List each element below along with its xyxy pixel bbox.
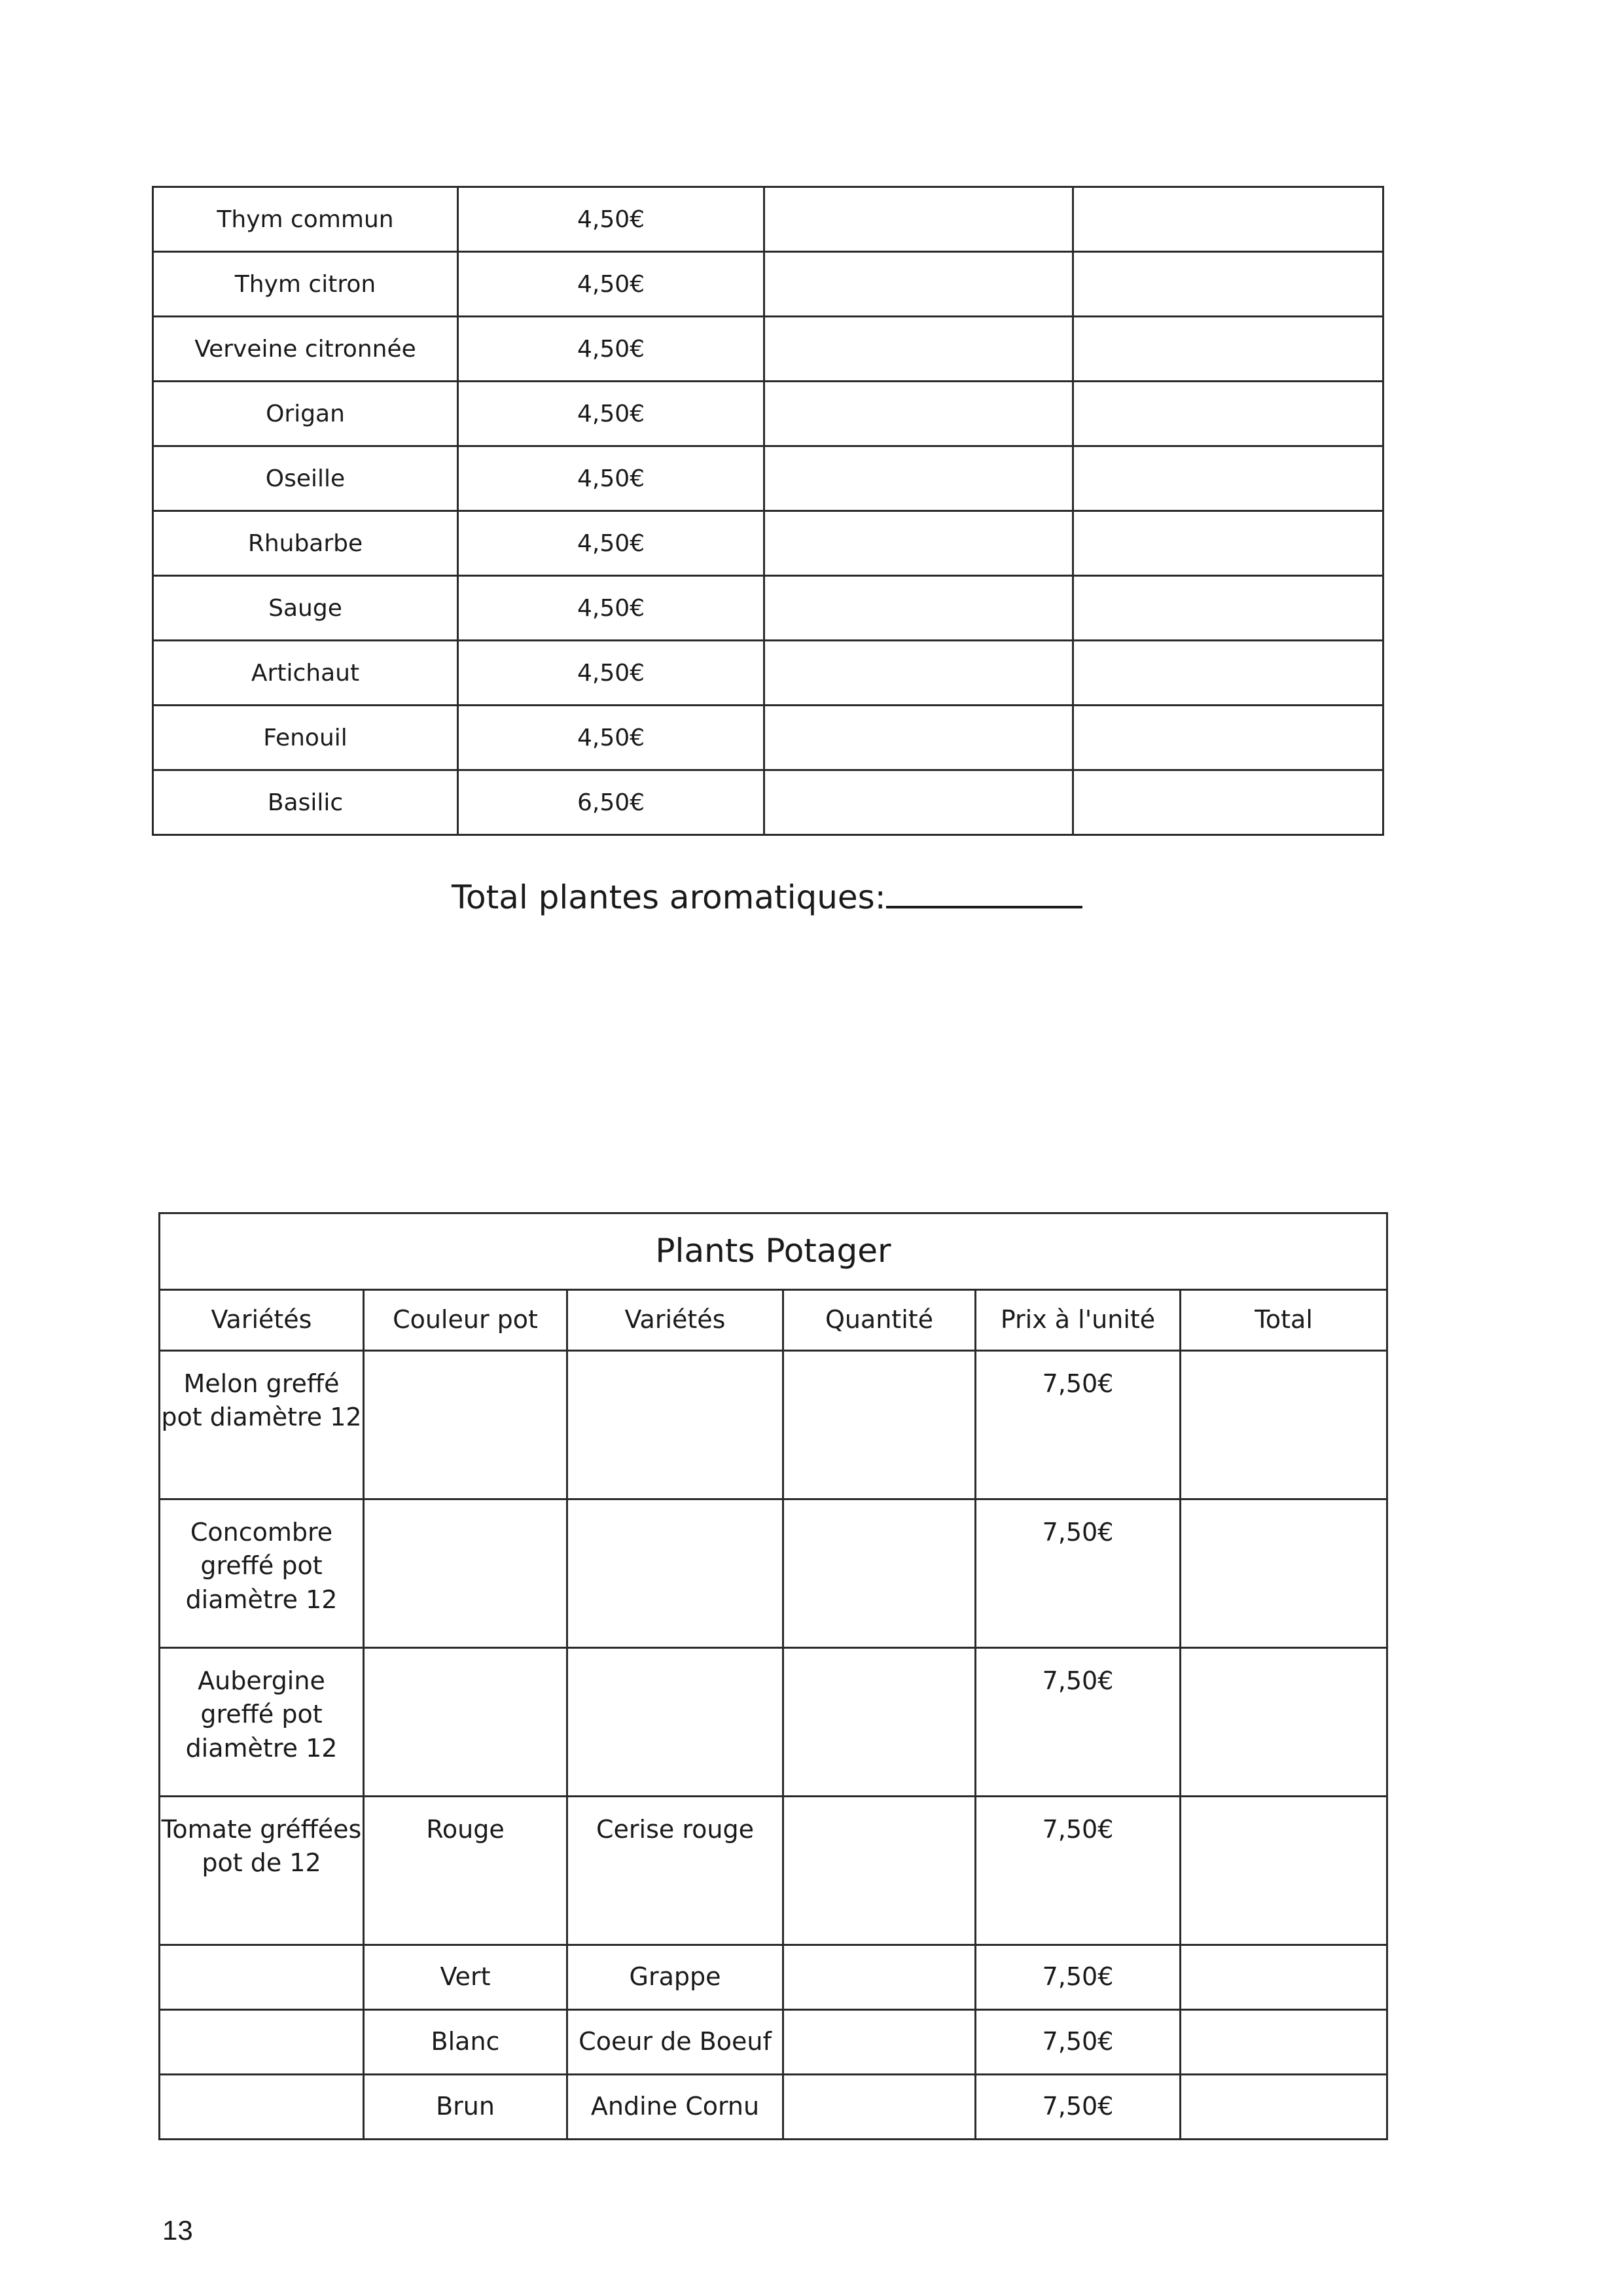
aromatique-total-cell[interactable] — [1073, 770, 1383, 835]
potager-total-cell[interactable] — [1181, 1351, 1387, 1499]
aromatique-quantity-cell[interactable] — [764, 706, 1073, 770]
aromatique-quantity-cell[interactable] — [764, 770, 1073, 835]
potager-price: 7,50€ — [976, 1648, 1181, 1797]
aromatique-name: Fenouil — [153, 706, 458, 770]
total-aromatiques-blank[interactable] — [886, 877, 1082, 908]
potager-row — [160, 1797, 1387, 1945]
potager-row — [160, 2075, 1387, 2140]
aromatique-price: 4,50€ — [458, 382, 764, 446]
aromatique-quantity-cell[interactable] — [764, 252, 1073, 317]
aromatique-name: Origan — [153, 382, 458, 446]
aromatique-name: Thym citron — [153, 252, 458, 317]
aromatique-total-cell[interactable] — [1073, 317, 1383, 382]
potager-title: Plants Potager — [160, 1213, 1387, 1290]
aromatique-price: 4,50€ — [458, 446, 764, 511]
aromatique-price: 4,50€ — [458, 576, 764, 641]
potager-header-cell: Couleur pot — [364, 1290, 567, 1351]
potager-header-cell: Prix à l'unité — [976, 1290, 1181, 1351]
aromatique-price: 4,50€ — [458, 511, 764, 576]
aromatique-quantity-cell[interactable] — [764, 576, 1073, 641]
aromatique-name: Sauge — [153, 576, 458, 641]
aromatique-row — [153, 770, 1383, 835]
potager-couleur-pot: Brun — [364, 2075, 567, 2140]
total-aromatiques-label: Total plantes aromatiques: — [452, 878, 886, 916]
potager-variete-detail: Cerise rouge — [567, 1797, 783, 1945]
aromatique-total-cell[interactable] — [1073, 641, 1383, 706]
aromatique-total-cell[interactable] — [1073, 252, 1383, 317]
potager-variete-detail — [567, 1499, 783, 1648]
potager-total-cell[interactable] — [1181, 1648, 1387, 1797]
aromatique-price: 4,50€ — [458, 706, 764, 770]
potager-row — [160, 1648, 1387, 1797]
aromatique-quantity-cell[interactable] — [764, 382, 1073, 446]
potager-variete-detail: Andine Cornu — [567, 2075, 783, 2140]
potager-row — [160, 1351, 1387, 1499]
potager-couleur-pot: Vert — [364, 1945, 567, 2010]
potager-price: 7,50€ — [976, 1945, 1181, 2010]
potager-row — [160, 1499, 1387, 1648]
potager-total-cell[interactable] — [1181, 1499, 1387, 1648]
potager-price: 7,50€ — [976, 1351, 1181, 1499]
potager-price: 7,50€ — [976, 1499, 1181, 1648]
potager-variete — [160, 1945, 364, 2010]
potager-couleur-pot — [364, 1499, 567, 1648]
aromatique-quantity-cell[interactable] — [764, 511, 1073, 576]
aromatique-row — [153, 511, 1383, 576]
aromatique-name: Oseille — [153, 446, 458, 511]
potager-quantity-cell[interactable] — [783, 2010, 976, 2075]
potager-total-cell[interactable] — [1181, 2010, 1387, 2075]
potager-header-cell: Quantité — [783, 1290, 976, 1351]
potager-variete: Melon greffé pot diamètre 12 — [160, 1351, 364, 1499]
aromatique-row — [153, 317, 1383, 382]
potager-couleur-pot — [364, 1351, 567, 1499]
aromatique-name: Thym commun — [153, 187, 458, 252]
aromatique-price: 4,50€ — [458, 252, 764, 317]
page-number: 13 — [162, 2215, 193, 2246]
aromatique-total-cell[interactable] — [1073, 446, 1383, 511]
potager-total-cell[interactable] — [1181, 1945, 1387, 2010]
aromatique-row — [153, 187, 1383, 252]
aromatique-quantity-cell[interactable] — [764, 446, 1073, 511]
aromatique-quantity-cell[interactable] — [764, 641, 1073, 706]
potager-price: 7,50€ — [976, 2010, 1181, 2075]
potager-variete-detail: Grappe — [567, 1945, 783, 2010]
potager-total-cell[interactable] — [1181, 1797, 1387, 1945]
potager-variete-detail — [567, 1648, 783, 1797]
potager-header-cell: Total — [1181, 1290, 1387, 1351]
potager-quantity-cell[interactable] — [783, 1945, 976, 2010]
potager-quantity-cell[interactable] — [783, 1499, 976, 1648]
aromatique-price: 4,50€ — [458, 641, 764, 706]
aromatiques-table — [152, 186, 1384, 836]
aromatique-total-cell[interactable] — [1073, 706, 1383, 770]
potager-quantity-cell[interactable] — [783, 2075, 976, 2140]
aromatique-quantity-cell[interactable] — [764, 187, 1073, 252]
potager-total-cell[interactable] — [1181, 2075, 1387, 2140]
potager-row — [160, 1945, 1387, 2010]
aromatique-name: Rhubarbe — [153, 511, 458, 576]
potager-variete — [160, 2075, 364, 2140]
aromatique-price: 6,50€ — [458, 770, 764, 835]
aromatique-total-cell[interactable] — [1073, 382, 1383, 446]
potager-quantity-cell[interactable] — [783, 1648, 976, 1797]
aromatique-price: 4,50€ — [458, 187, 764, 252]
potager-quantity-cell[interactable] — [783, 1797, 976, 1945]
aromatique-row — [153, 446, 1383, 511]
aromatique-row — [153, 576, 1383, 641]
potager-couleur-pot — [364, 1648, 567, 1797]
potager-couleur-pot: Rouge — [364, 1797, 567, 1945]
aromatique-total-cell[interactable] — [1073, 187, 1383, 252]
potager-price: 7,50€ — [976, 2075, 1181, 2140]
potager-variete: Concombre greffé pot diamètre 12 — [160, 1499, 364, 1648]
aromatique-total-cell[interactable] — [1073, 511, 1383, 576]
aromatique-row — [153, 382, 1383, 446]
potager-header-cell: Variétés — [567, 1290, 783, 1351]
potager-variete-detail — [567, 1351, 783, 1499]
potager-quantity-cell[interactable] — [783, 1351, 976, 1499]
potager-variete: Tomate gréffées pot de 12 — [160, 1797, 364, 1945]
aromatique-row — [153, 252, 1383, 317]
potager-variete-detail: Coeur de Boeuf — [567, 2010, 783, 2075]
potager-variete: Aubergine greffé pot diamètre 12 — [160, 1648, 364, 1797]
aromatique-name: Verveine citronnée — [153, 317, 458, 382]
aromatique-total-cell[interactable] — [1073, 576, 1383, 641]
potager-price: 7,50€ — [976, 1797, 1181, 1945]
potager-header-cell: Variétés — [160, 1290, 364, 1351]
potager-variete — [160, 2010, 364, 2075]
potager-row — [160, 2010, 1387, 2075]
aromatique-quantity-cell[interactable] — [764, 317, 1073, 382]
aromatique-price: 4,50€ — [458, 317, 764, 382]
aromatique-name: Artichaut — [153, 641, 458, 706]
potager-couleur-pot: Blanc — [364, 2010, 567, 2075]
aromatique-name: Basilic — [153, 770, 458, 835]
aromatique-row — [153, 641, 1383, 706]
total-aromatiques — [452, 877, 1082, 916]
potager-table — [158, 1212, 1388, 2140]
aromatique-row — [153, 706, 1383, 770]
